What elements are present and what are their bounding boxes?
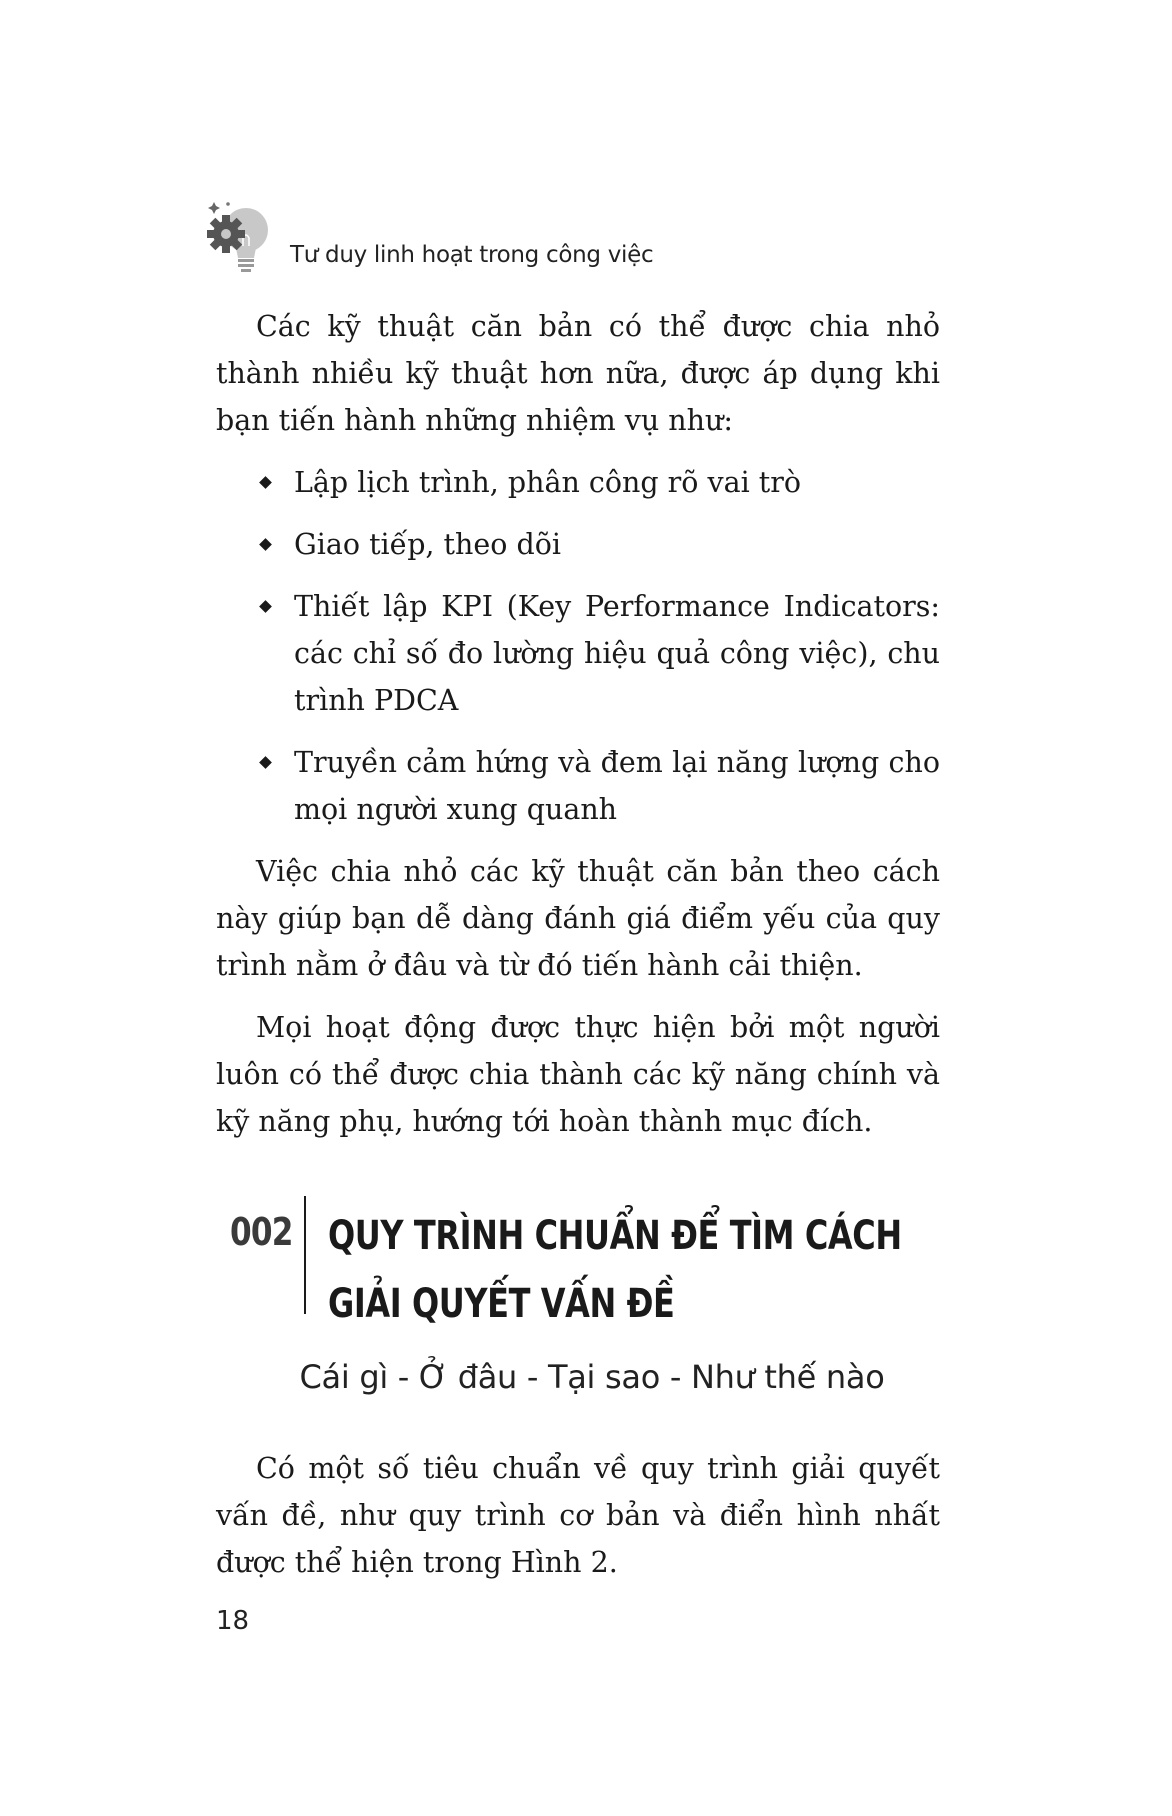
list-item [216,739,940,833]
bullet-list [216,459,940,833]
list-item [216,459,940,506]
section-title-line-2: GIẢI QUYẾT VẤN ĐỀ [328,1281,675,1327]
running-header-title: Tư duy linh hoạt trong công việc [290,242,654,268]
paragraph-3-text: Mọi hoạt động được thực hiện bởi một người luôn có thể được chia thành các kỹ năng chính và kỹ năng phụ, hướng tới hoàn thành mục đích. [216,1011,940,1138]
running-header [206,200,906,280]
list-item-text: Thiết lập KPI (Key Performance Indicators: các chỉ số đo lường hiệu quả công việc), chu trình PDCA [294,590,940,717]
paragraph-1-text: Các kỹ thuật căn bản có thể được chia nhỏ thành nhiều kỹ thuật hơn nữa, được áp dụng khi bạn tiến hành những nhiệm vụ như: [216,310,940,437]
section-heading [230,1192,950,1327]
paragraph-2 [216,848,940,989]
list-item-text: Truyền cảm hứng và đem lại năng lượng cho mọi người xung quanh [294,746,940,826]
page-number: 18 [216,1606,250,1636]
paragraph-2-text: Việc chia nhỏ các kỹ thuật căn bản theo cách này giúp bạn dễ dàng đánh giá điểm yếu của quy trình nằm ở đâu và từ đó tiến hành cải thiện. [216,855,940,982]
list-item [216,583,940,724]
diamond-bullet-icon [259,756,272,769]
section-divider [304,1196,306,1314]
paragraph-3 [216,1004,940,1145]
diamond-bullet-icon [259,538,272,551]
section-title-line-1: QUY TRÌNH CHUẨN ĐỂ TÌM CÁCH [328,1213,902,1259]
diamond-bullet-icon [259,476,272,489]
section-subtitle: Cái gì - Ở đâu - Tại sao - Như thế nào [299,1358,885,1396]
paragraph-intro [216,303,940,444]
lightbulb-gear-icon [206,200,278,280]
list-item-text: Giao tiếp, theo dõi [294,528,561,561]
paragraph-4-text: Có một số tiêu chuẩn về quy trình giải quyết vấn đề, như quy trình cơ bản và điển hình nhất được thể hiện trong Hình 2. [216,1452,940,1579]
section-title [328,1202,902,1338]
list-item [216,521,940,568]
diamond-bullet-icon [259,600,272,613]
paragraph-4 [216,1445,940,1586]
list-item-text: Lập lịch trình, phân công rõ vai trò [294,466,801,499]
section-number: 002 [230,1210,293,1254]
